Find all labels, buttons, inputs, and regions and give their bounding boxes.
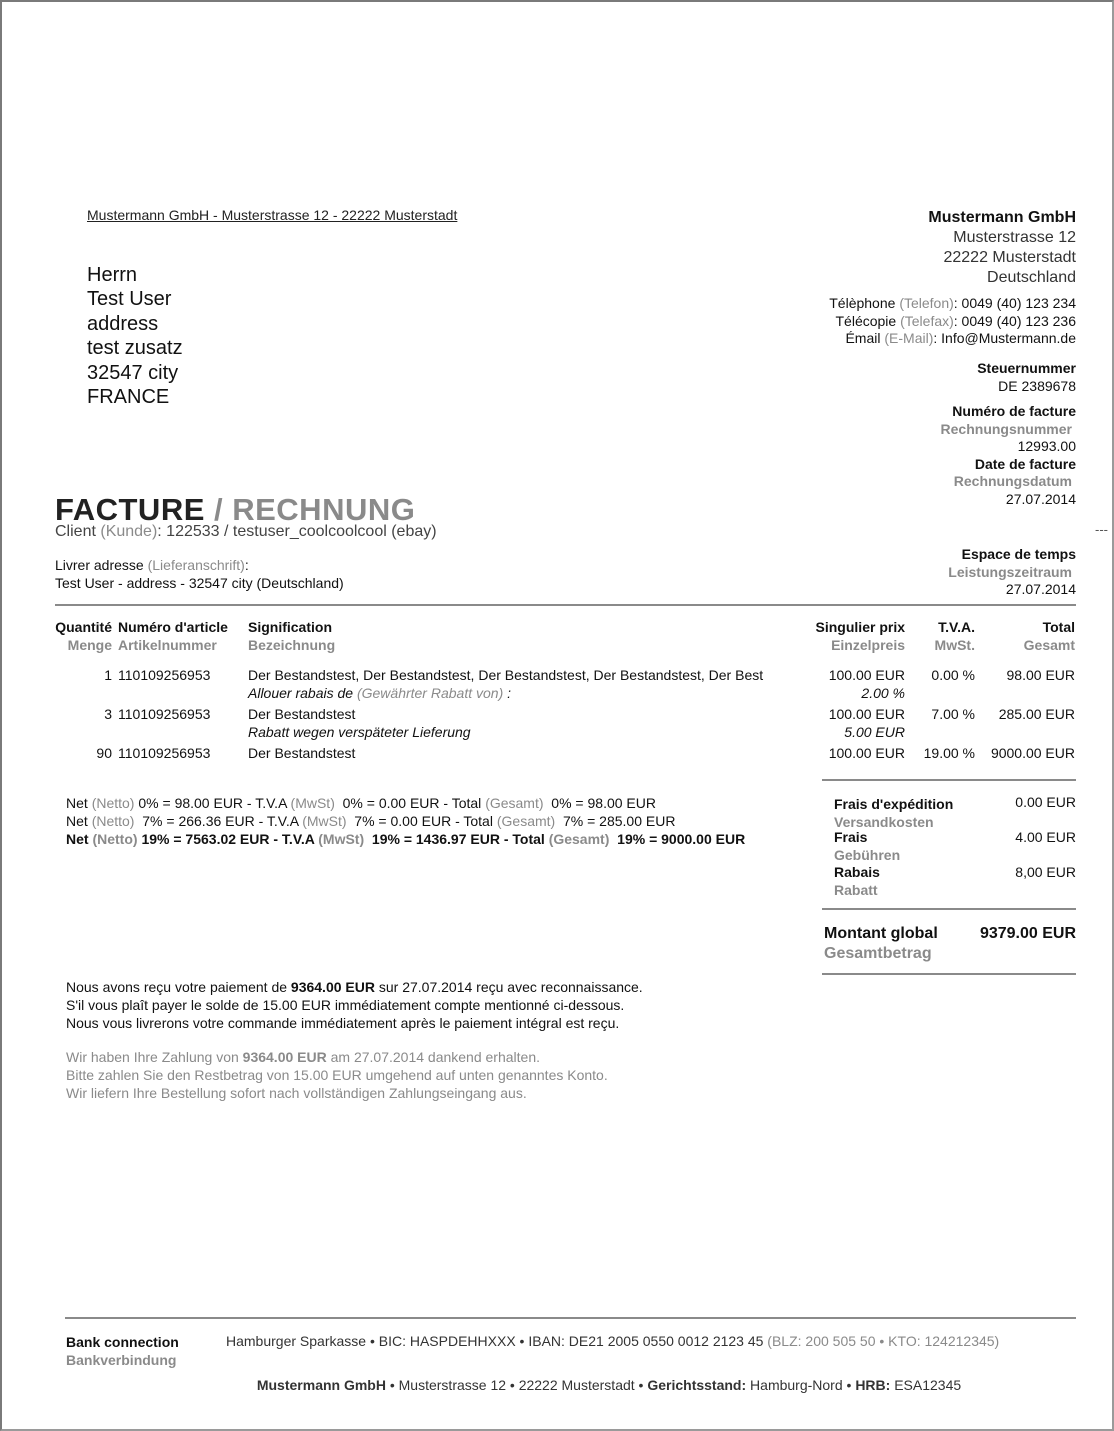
cell-qty: 90 [96, 745, 112, 761]
cell-article: 110109256953 [118, 706, 211, 722]
cost-value: 4.00 EUR [1015, 829, 1076, 845]
paid-amount-de: 9364.00 EUR [242, 1049, 327, 1065]
item-note-de: (Gewährter Rabatt von) [356, 685, 504, 701]
cost-row [822, 863, 1076, 898]
summary-divider-top [822, 779, 1076, 781]
email-line [829, 330, 1076, 348]
period-label-de: Leistungszeitraum [948, 563, 1072, 580]
item-note-fr: Allouer rabais de [248, 685, 357, 701]
cell-description [245, 666, 800, 702]
delivery-address [55, 556, 344, 592]
grand-total-value: 9379.00 EUR [979, 925, 1076, 942]
table-spacer [50, 654, 1078, 666]
footer-divider [65, 1317, 1076, 1319]
client-label-de: (Kunde) [100, 523, 158, 540]
cell-qty: 3 [104, 706, 112, 722]
tax-line: Net (Netto) 19% = 7563.02 EUR - T.V.A (MwSt) 19% = 1436.97 EUR - Total (Gesamt) 19% = 9000.00 EUR [66, 831, 746, 847]
invoice-number-value: 12993.00 [1017, 438, 1076, 454]
recipient-address [87, 263, 183, 409]
col-header-fr: Total [1042, 619, 1075, 635]
header-divider [55, 604, 1076, 606]
col-header-de: MwSt. [934, 637, 975, 653]
client-value: : 122533 / testuser_coolcoolcool (ebay) [157, 523, 437, 540]
fax-label: Télécopie [835, 312, 897, 329]
phone-label: Télèphone [829, 295, 896, 311]
paid-amount: 9364.00 EUR [290, 979, 375, 995]
items-table [50, 618, 1078, 762]
col-header-de: Menge [67, 637, 112, 653]
col-header-fr: Signification [248, 619, 332, 635]
cell-price [800, 666, 908, 702]
period-block [948, 546, 1076, 599]
tax-number-value: DE 2389678 [998, 377, 1076, 394]
invoice-date-value: 27.07.2014 [1005, 490, 1076, 507]
item-price: 100.00 EUR [828, 706, 905, 722]
phone-label-de: (Telefon) [899, 295, 954, 311]
tax-line: Net (Netto) 7% = 266.36 EUR - T.V.A (MwSt) 7% = 0.00 EUR - Total (Gesamt) 7% = 285.00 EUR [66, 813, 676, 829]
col-header-de: Artikelnummer [118, 637, 217, 653]
cost-summary [822, 793, 1076, 898]
col-header-de: Bezeichnung [248, 637, 336, 653]
delivery-label: Livrer adresse [55, 557, 144, 573]
table-header-row [50, 618, 1078, 654]
email-label: Émail [845, 330, 881, 346]
title-separator: / [204, 492, 233, 527]
bank-label: Bank connection Bankverbindung [66, 1334, 179, 1368]
col-header-de: Gesamt [1023, 637, 1075, 653]
item-discount: 2.00 % [861, 685, 905, 701]
cell-vat: 0.00 % [931, 667, 975, 683]
item-description: Der Bestandstest [248, 706, 356, 722]
period-label: Espace de temps [961, 546, 1076, 562]
invoice-number-label: Numéro de facture [952, 403, 1076, 419]
payment-message-fr: Nous avons reçu votre paiement de 9364.00 EUR sur 27.07.2014 reçu avec reconnaissance. S'il vous plaît payer le solde de 15.00 EUR immédiatement compte mentionné ci-dessous. Nous vous livrerons votre commande immédiatement après le paiement intégral est reçu. [66, 979, 643, 1031]
tax-number-block [977, 360, 1076, 395]
invoice-number-label-de: Rechnungsnummer [940, 420, 1072, 437]
grand-total-label: Montant global [824, 925, 938, 942]
recipient-line: address [87, 312, 159, 335]
tax-summary [66, 794, 745, 848]
col-vat [908, 618, 978, 654]
client-label: Client [55, 523, 96, 540]
cell-article: 110109256953 [118, 745, 211, 761]
col-header-fr: T.V.A. [938, 619, 975, 635]
contact-block [829, 295, 1076, 348]
footer-imprint: Mustermann GmbH • Musterstrasse 12 • 22222 Musterstadt • Gerichtsstand: Hamburg-Nord • HRB: ESA12345 [256, 1377, 962, 1393]
col-quantity [50, 618, 115, 654]
email-value: : Info@Mustermann.de [933, 330, 1076, 346]
cell-vat: 19.00 % [923, 745, 975, 761]
recipient-line: test zusatz [87, 337, 183, 360]
phone-line [829, 295, 1076, 313]
cost-label: Frais Gebühren [834, 829, 901, 863]
item-description: Der Bestandstest, Der Bestandstest, Der Bestandstest, Der Bestandstest, Der Best [248, 667, 764, 683]
cell-vat: 7.00 % [931, 706, 975, 722]
cost-label: Frais d'expédition Versandkosten [834, 796, 954, 830]
item-note [248, 684, 797, 702]
cost-label: Rabais Rabatt [834, 864, 880, 898]
cell-total: 9000.00 EUR [990, 745, 1075, 761]
company-country: Deutschland [987, 269, 1076, 286]
bank-details: Hamburger Sparkasse • BIC: HASPDEHHXXX • IBAN: DE21 2005 0550 0012 2123 45 (BLZ: 200 505 50 • KTO: 124212345) [226, 1333, 1000, 1349]
item-note-tail: : [503, 685, 512, 701]
cell-description: Der Bestandstest [248, 745, 356, 761]
cost-row [822, 828, 1076, 863]
cost-value: 8,00 EUR [1015, 864, 1076, 880]
phone-value: : 0049 (40) 123 234 [953, 295, 1076, 311]
delivery-colon: : [244, 557, 249, 573]
delivery-label-de: (Lieferanschrift) [147, 557, 245, 573]
cost-value: 0.00 EUR [1015, 794, 1076, 810]
side-mark: --- [1095, 522, 1108, 537]
client-line [55, 523, 437, 541]
fax-value: : 0049 (40) 123 236 [953, 312, 1076, 329]
invoice-date-label-de: Rechnungsdatum [953, 473, 1072, 489]
col-header-fr: Singulier prix [815, 619, 905, 635]
cell-total: 285.00 EUR [998, 706, 1075, 722]
company-name: Mustermann GmbH [928, 209, 1076, 226]
company-address [928, 208, 1076, 288]
delivery-value: Test User - address - 32547 city (Deutschland) [55, 575, 344, 591]
invoice-number-block [941, 403, 1076, 508]
table-row [50, 744, 1078, 762]
recipient-line: 32547 city [87, 361, 179, 384]
cell-price: 100.00 EUR [828, 745, 905, 761]
title-fr: FACTURE [55, 492, 205, 527]
col-header-fr: Numéro d'article [118, 619, 228, 635]
col-article [115, 618, 245, 654]
col-description [245, 618, 800, 654]
grand-total-label-de: Gesamtbetrag [824, 945, 932, 962]
email-label-de: (E-Mail) [884, 330, 934, 346]
period-value: 27.07.2014 [1005, 581, 1076, 597]
invoice-date-label: Date de facture [974, 455, 1076, 472]
tax-line: Net (Netto) 0% = 98.00 EUR - T.V.A (MwSt) 0% = 0.00 EUR - Total (Gesamt) 0% = 98.00 EUR [66, 795, 656, 811]
company-city: 22222 Musterstadt [943, 249, 1076, 266]
recipient-line: Test User [87, 288, 172, 311]
delivery-label-line [55, 556, 344, 574]
col-header-fr: Quantité [55, 619, 112, 635]
cell-total: 98.00 EUR [1006, 667, 1075, 683]
cell-description [245, 705, 800, 741]
table-row [50, 666, 1078, 702]
item-discount: 5.00 EUR [844, 724, 905, 740]
col-header-de: Einzelpreis [831, 637, 905, 653]
fax-line [829, 313, 1076, 331]
col-unit-price [800, 618, 908, 654]
fax-label-de: (Telefax) [900, 312, 954, 329]
company-street: Musterstrasse 12 [953, 229, 1076, 246]
col-total [978, 618, 1078, 654]
tax-number-label: Steuernummer [977, 360, 1076, 376]
cell-article: 110109256953 [118, 667, 211, 683]
title-de: RECHNUNG [232, 492, 416, 527]
sender-return-address: Mustermann GmbH - Musterstrasse 12 - 22222 Musterstadt [87, 207, 458, 223]
summary-divider-mid [822, 908, 1076, 910]
table-row [50, 705, 1078, 741]
recipient-line: FRANCE [87, 386, 170, 409]
cell-price [800, 705, 908, 741]
recipient-line: Herrn [87, 264, 138, 286]
payment-message-de: Wir haben Ihre Zahlung von 9364.00 EUR am 27.07.2014 dankend erhalten. Bitte zahlen Sie den Restbetrag von 15.00 EUR umgehend auf unten genanntes Konto. Wir liefern Ihre Bestellung sofort nach vollständigen Zahlungseingang aus. [66, 1049, 608, 1101]
summary-divider-bottom [822, 973, 1076, 975]
item-price: 100.00 EUR [828, 667, 905, 683]
cost-row [822, 793, 1076, 828]
cell-qty: 1 [104, 667, 112, 683]
item-note: Rabatt wegen verspäteter Lieferung [248, 724, 471, 740]
